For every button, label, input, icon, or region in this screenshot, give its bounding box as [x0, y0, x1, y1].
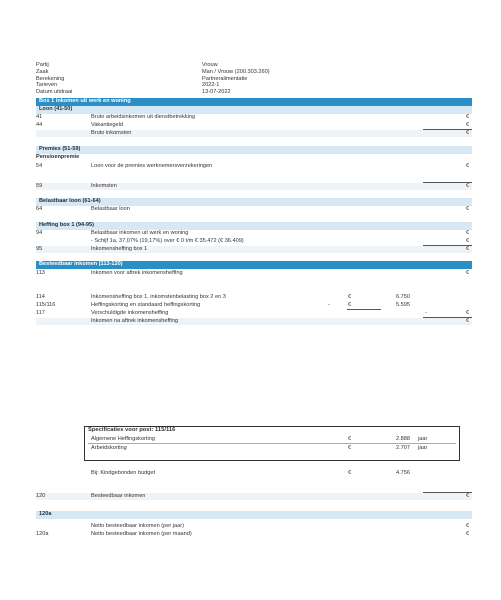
euro-sign: € — [466, 130, 470, 136]
row-description: Belastbaar inkomen uit werk en woning — [91, 230, 189, 236]
table-row — [36, 302, 472, 309]
meta-label: Berekening — [36, 75, 65, 82]
table-row-total — [36, 246, 472, 253]
row-code: 114 — [36, 294, 45, 300]
euro-sign: € — [466, 310, 470, 316]
euro-sign: € — [348, 294, 352, 300]
document-meta — [36, 62, 476, 96]
row-description: Belastbaar loon — [91, 206, 130, 212]
row-code: 115/116 — [36, 302, 56, 308]
spec-label: Arbeidskorting — [91, 445, 127, 451]
row-description: Inkomen na aftrek inkomensheffing — [91, 318, 178, 324]
section-header-besteedbaar: Besteedbaar inkomen (113-120) — [36, 261, 472, 269]
table-row — [36, 270, 472, 277]
row-value: 6.750 — [396, 294, 410, 300]
table-row — [36, 470, 472, 477]
table-row — [36, 230, 472, 237]
meta-row — [36, 62, 476, 69]
row-description: Netto besteedbaar inkomen (per jaar) — [91, 523, 184, 529]
spec-row — [36, 436, 472, 443]
subsection-pensioenpremie: Pensioenpremie — [36, 154, 80, 160]
euro-sign: € — [466, 230, 470, 236]
table-row — [36, 206, 472, 213]
table-row — [36, 122, 472, 129]
row-value: 4.756 — [396, 470, 410, 476]
meta-label: Tarieven — [36, 82, 58, 89]
meta-value: Vrouw — [202, 62, 218, 68]
specification-title: Specificaties voor post: 115/116 — [88, 427, 176, 433]
table-row — [36, 238, 472, 245]
euro-sign: € — [466, 523, 470, 529]
meta-value: Man / Vrouw (200.303.260) — [202, 68, 270, 75]
euro-sign: € — [466, 493, 470, 499]
table-row-total — [36, 493, 472, 500]
row-description: Bij: Kindgebonden budget — [91, 470, 156, 476]
euro-sign: € — [348, 302, 352, 308]
euro-sign: € — [466, 238, 470, 244]
row-code: 120a — [36, 531, 49, 537]
spec-row — [36, 445, 472, 452]
meta-row — [36, 76, 476, 83]
spec-unit: jaar — [418, 436, 428, 442]
euro-sign: € — [466, 114, 470, 120]
meta-label: Partij — [36, 62, 49, 68]
row-code: 44 — [36, 122, 43, 128]
euro-sign: € — [348, 436, 352, 442]
table-row — [36, 114, 472, 121]
section-header-heffing: Heffing box 1 (94-95) — [36, 222, 472, 230]
meta-label: Zaak — [36, 68, 49, 75]
meta-value: Partneralimentatie — [202, 75, 248, 82]
row-description: Bruto arbeidsinkomen uit dienstbetrekking — [91, 114, 196, 120]
euro-sign: € — [466, 163, 470, 169]
row-code: 59 — [36, 183, 43, 189]
euro-sign: € — [466, 183, 470, 189]
meta-label: Datum uitdraai — [36, 89, 73, 96]
row-code: 54 — [36, 163, 43, 169]
row-description: Bruto inkomsten — [91, 130, 132, 136]
meta-row — [36, 82, 476, 89]
euro-sign: € — [348, 470, 352, 476]
table-row — [36, 310, 472, 317]
row-description: Vakantiegeld — [91, 122, 123, 128]
minus-sign: - — [328, 302, 330, 308]
table-row — [36, 163, 472, 170]
section-header-120a: 120a — [36, 511, 472, 519]
row-code: 117 — [36, 310, 45, 316]
row-description: Loon voor de premies werknemersverzekeringen — [91, 163, 213, 169]
meta-value: 13-07-2022 — [202, 89, 231, 96]
spec-value: 2.888 — [396, 436, 410, 442]
minus-sign: - — [425, 310, 427, 316]
spec-value: 2.707 — [396, 445, 410, 451]
section-header-belastbaar: Belastbaar loon (61-64) — [36, 198, 472, 206]
section-header-box1: Box 1 inkomen uit werk en woning — [36, 98, 472, 106]
euro-sign: € — [466, 206, 470, 212]
row-description: Besteedbaar inkomen — [91, 493, 146, 499]
table-row-total — [36, 183, 472, 190]
section-header-premies: Premies (51-59) — [36, 146, 472, 154]
row-code: 113 — [36, 270, 45, 276]
spec-unit: jaar — [418, 445, 428, 451]
row-code: 120 — [36, 493, 46, 499]
euro-sign: € — [466, 270, 470, 276]
table-row — [36, 294, 472, 301]
euro-sign: € — [466, 246, 470, 252]
row-description: Inkomen voor aftrek inkomensheffing — [91, 270, 183, 276]
table-row — [36, 531, 472, 538]
section-header-loon: Loon (41-50) — [36, 106, 472, 114]
row-code: 94 — [36, 230, 43, 236]
spec-divider — [88, 443, 456, 444]
meta-row — [36, 89, 476, 96]
table-row — [36, 523, 472, 530]
table-row-total — [36, 130, 472, 137]
row-description: - Schijf 1a, 37,07% (19,17%) over € 0 t/m € 35.472 (€ 36.409) — [91, 238, 244, 244]
spec-label: Algemene Heffingskorting — [91, 436, 155, 442]
row-code: 95 — [36, 246, 43, 252]
row-description: Inkomsten — [91, 183, 117, 189]
table-row-total — [36, 318, 472, 325]
row-description: Heffingskorting en standaard heffingskorting — [91, 302, 201, 308]
row-description: Verschuldigde inkomensheffing — [91, 310, 169, 316]
meta-row — [36, 69, 476, 76]
euro-sign: € — [466, 318, 470, 324]
meta-value: 2022-1 — [202, 82, 220, 89]
euro-sign: € — [466, 531, 470, 537]
row-description: Netto besteedbaar inkomen (per maand) — [91, 531, 192, 537]
row-description: Inkomensheffing box 1, inkomstenbelasting box 2 en 3 — [91, 294, 226, 300]
row-code: 41 — [36, 114, 43, 120]
euro-sign: € — [348, 445, 352, 451]
row-value: 5.595 — [396, 302, 410, 308]
euro-sign: € — [466, 122, 470, 128]
row-code: 64 — [36, 206, 43, 212]
row-description: Inkomensheffing box 1 — [91, 246, 148, 252]
